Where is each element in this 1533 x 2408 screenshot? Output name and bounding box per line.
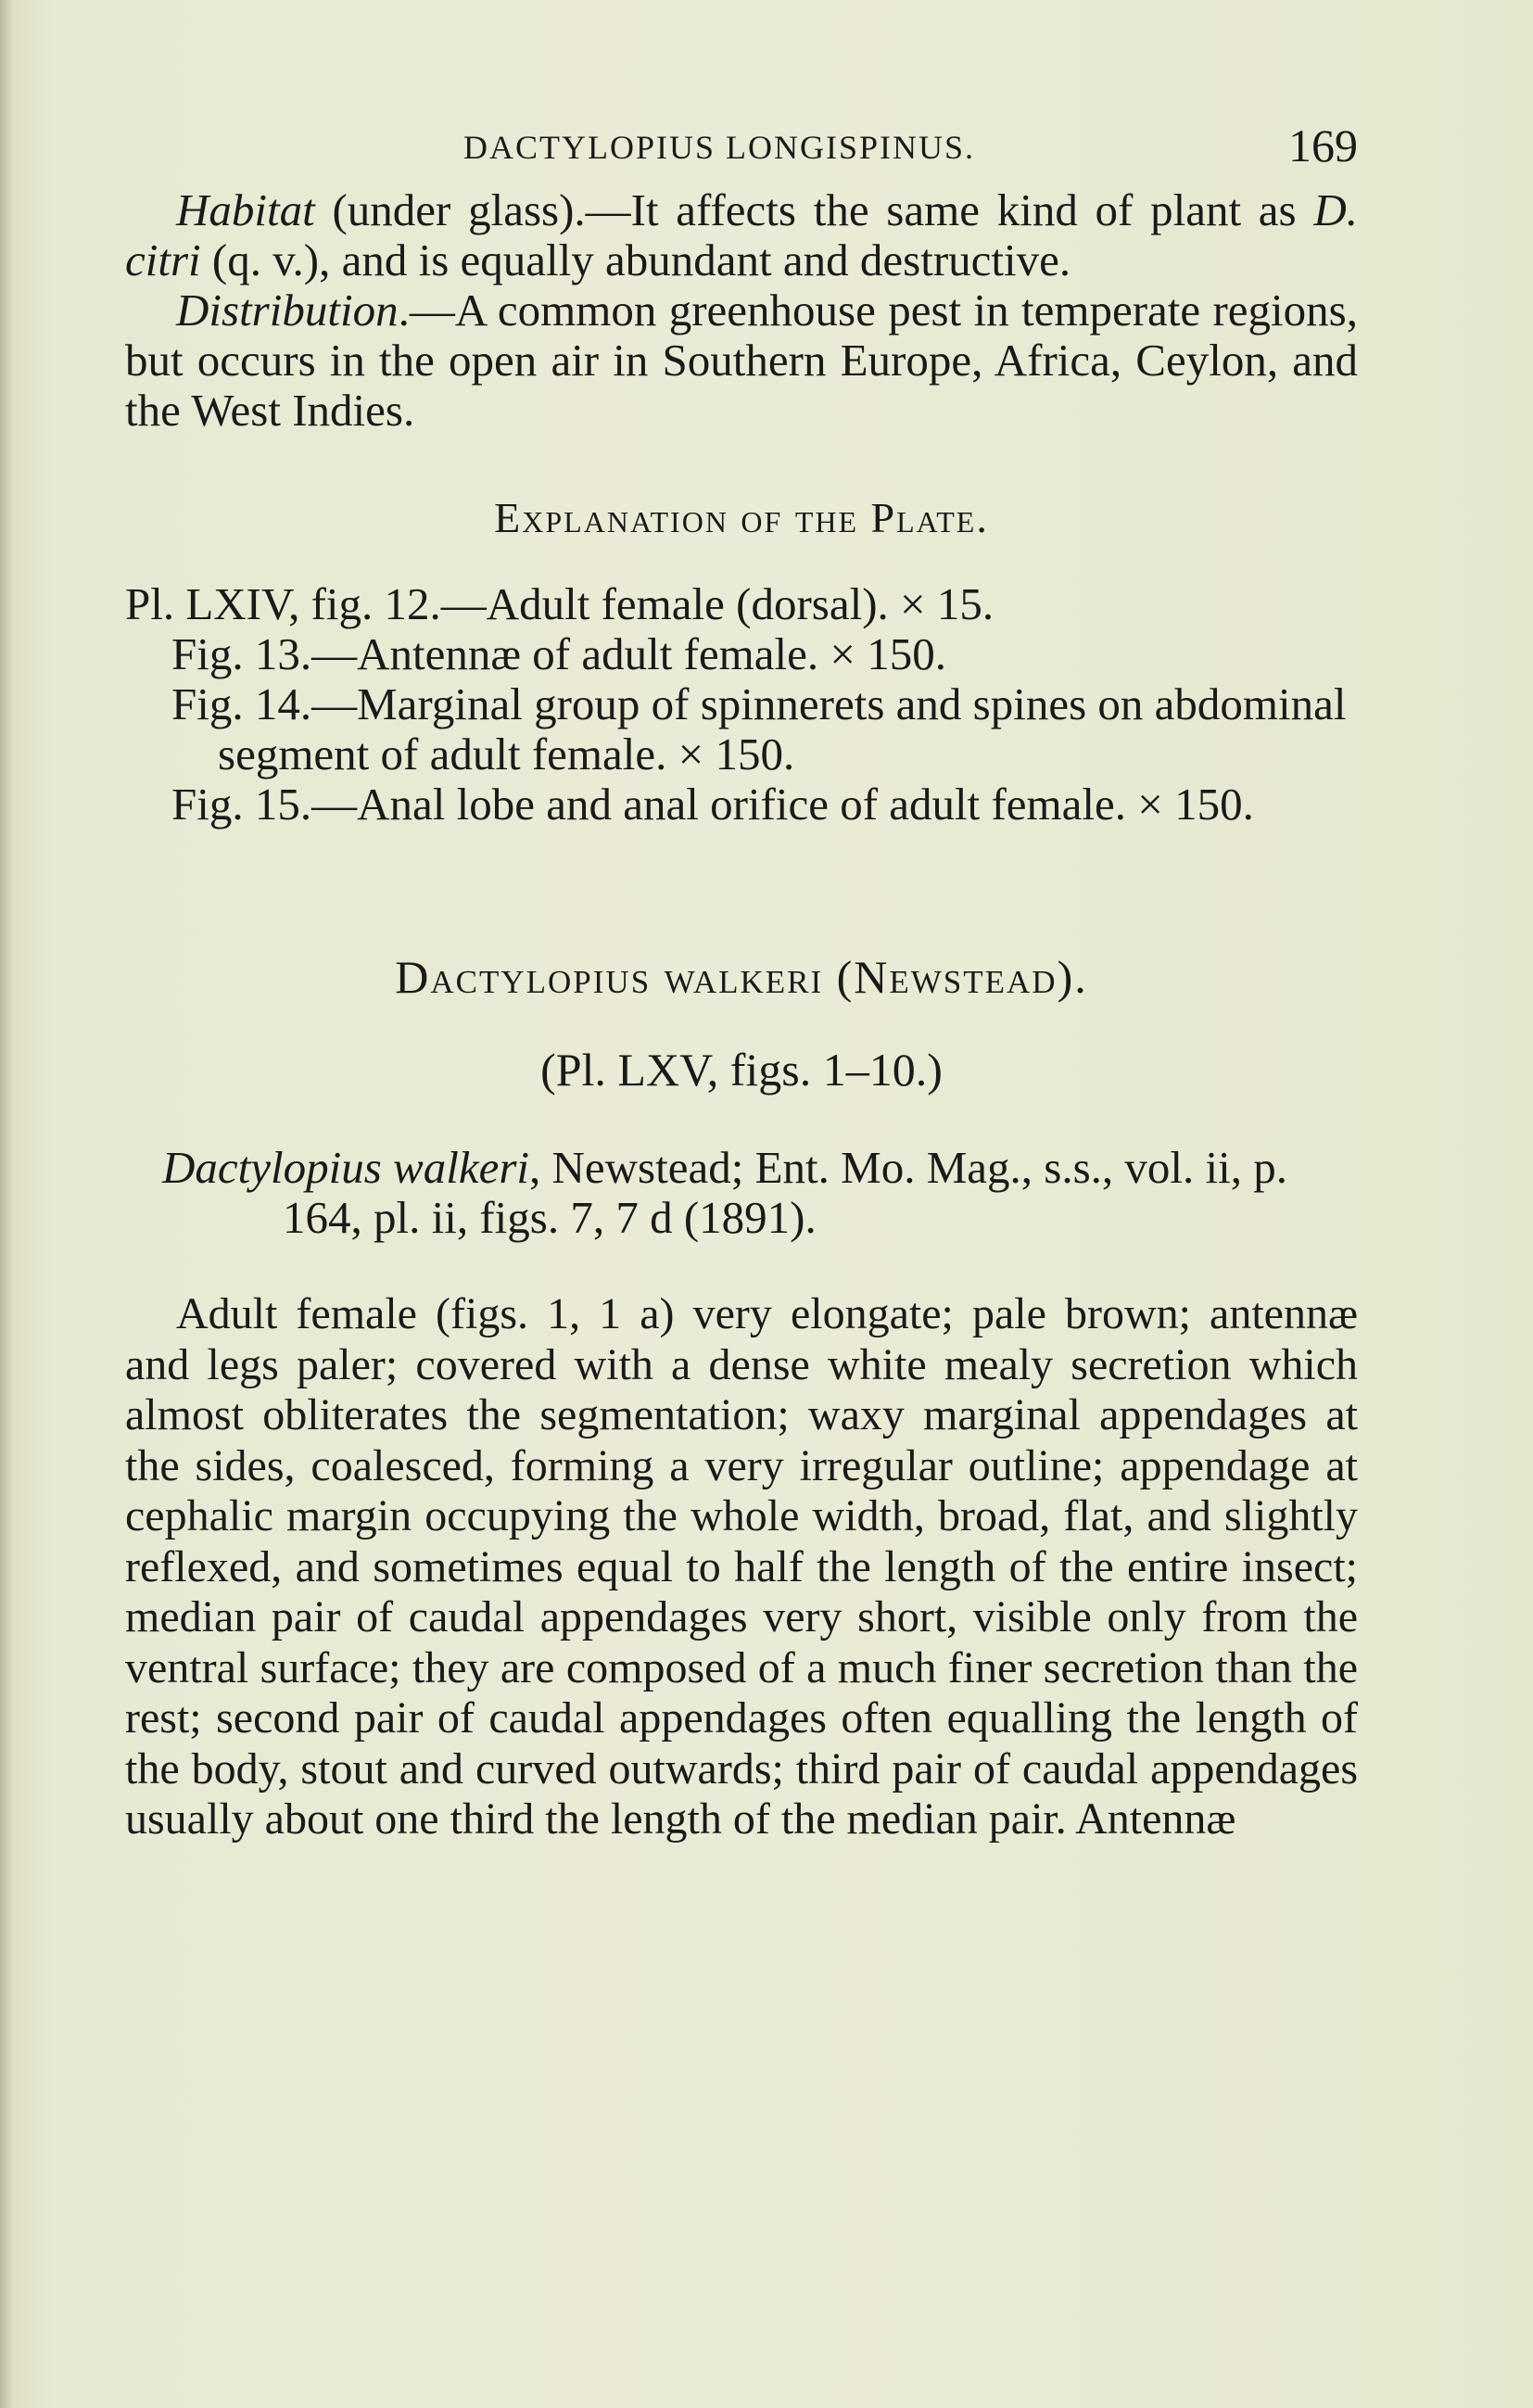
synonymy-species: Dactylopius walkeri — [162, 1142, 530, 1193]
distribution-text: .—A common greenhouse pest in temperate regions, but occurs in the open air in Southern Europe, Africa, Ceylon, and the West Indies. — [125, 285, 1358, 436]
plate-explanation-heading: Explanation of the Plate. — [494, 494, 989, 541]
gutter-shadow — [0, 0, 13, 2408]
species-heading: Dactylopius walkeri (Newstead). — [395, 951, 1088, 1003]
distribution-paragraph — [125, 285, 1358, 436]
habitat-species: D. citri — [125, 184, 1358, 285]
description-paragraph: Adult female (figs. 1, 1 a) very elongate; pale brown; antennæ and legs paler; covered with a dense white mealy secretion which almost obliterates the segmentation; waxy marginal appendages at the sides, coalesced, forming a very irregular outline; appendage at cephalic margin occupying the whole width, broad, flat, and slightly reflexed, and sometimes equal to half the length of the entire insect; median pair of caudal appendages very short, visible only from the ventral surface; they are composed of a much finer secretion than the rest; second pair of caudal appendages often equalling the length of the body, stout and curved outwards; third pair of caudal appendages usually about one third the length of the median pair. Antennæ — [125, 1289, 1358, 1844]
habitat-rest: (q. v.), and is equally abundant and destructive. — [200, 234, 1071, 285]
running-head — [125, 111, 1358, 185]
habitat-paragraph — [125, 185, 1358, 285]
plate-entry-1: Pl. LXIV, fig. 12.—Adult female (dorsal). × 15. — [125, 578, 995, 629]
plate-entry-4: Fig. 15.—Anal lobe and anal orifice of adult female. × 150. — [171, 779, 1254, 830]
habitat-label: Habitat — [176, 184, 315, 235]
plate-entry-3: Fig. 14.—Marginal group of spinnerets and spines on abdominal segment of adult female. × 150. — [171, 678, 1347, 779]
plate-reference: (Pl. LXV, figs. 1–10.) — [540, 1044, 943, 1096]
synonymy — [125, 1143, 1358, 1243]
distribution-label: Distribution — [176, 285, 399, 336]
habitat-text: (under glass).—It affects the same kind of plant as — [314, 184, 1314, 235]
plate-entry-2: Fig. 13.—Antennæ of adult female. × 150. — [171, 628, 947, 679]
running-head-title: DACTYLOPIUS LONGISPINUS. — [463, 129, 976, 166]
page-content — [125, 111, 1358, 1845]
page-number: 169 — [1288, 120, 1358, 171]
synonymy-text: , Newstead; Ent. Mo. Mag., s.s., vol. ii, p. 164, pl. ii, figs. 7, 7 d (1891). — [283, 1142, 1288, 1243]
